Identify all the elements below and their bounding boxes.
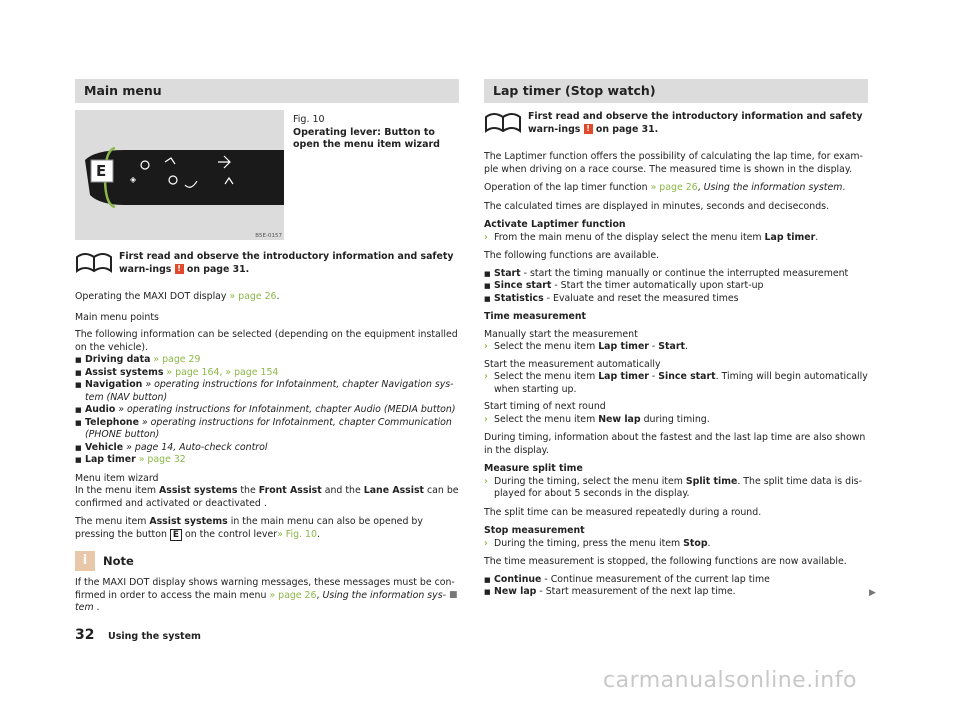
step-stop: › During the timing, press the menu item Stop. xyxy=(484,537,711,549)
paragraph-functions-intro: The following functions are available. xyxy=(484,250,660,261)
left-column xyxy=(75,79,459,615)
link-page-26-note[interactable]: » page 26 xyxy=(269,589,317,601)
paragraph-laptimer-intro: The Laptimer function offers the possibility of calculating the lap time, for exam-ple when driving on a race course. The measured time is shown in the display. xyxy=(484,151,863,175)
heading-time-measurement: Time measurement xyxy=(484,311,586,322)
warning-icon: ! xyxy=(175,264,184,274)
paragraph-wizard: In the menu item Assist systems the Front Assist and the Lane Assist can be confirmed and activated or deactivated . xyxy=(75,485,459,509)
warning-text: First read and observe the introductory information and safety warn-ings xyxy=(119,251,454,275)
book-icon xyxy=(484,111,522,133)
book-icon xyxy=(75,251,113,273)
list-item: ■ Continue - Continue measurement of the current lap time xyxy=(484,574,868,587)
chevron-right-icon: › xyxy=(484,413,488,425)
warning-page-ref: on page 31. xyxy=(183,263,250,275)
warning-icon: ! xyxy=(584,124,593,134)
paragraph-auto-start: Start the measurement automatically xyxy=(484,358,661,370)
figure-button-letter: E xyxy=(96,162,107,180)
list-item: ■ Telephone » operating instructions for Infotainment, chapter Communication (PHONE button) xyxy=(75,417,459,442)
chevron-right-icon: › xyxy=(484,537,488,549)
paragraph-calculated-times: The calculated times are displayed in minutes, seconds and deciseconds. xyxy=(484,200,830,212)
figure-code: B5E-0157 xyxy=(255,233,282,239)
list-item: ■ Vehicle » page 14, Auto-check control xyxy=(75,442,459,455)
operating-lever-illustration xyxy=(75,110,284,240)
heading-main-menu-points: Main menu points xyxy=(75,311,159,323)
paragraph-points-intro: The following information can be selected (depending on the equipment installed on the vehicle). xyxy=(75,329,458,353)
paragraph-open-wizard: The menu item Assist systems in the main menu can also be opened by pressing the button E on the control lever» Fig. 10. xyxy=(75,516,423,540)
list-item: ■ Driving data » page 29 xyxy=(75,354,459,367)
link-fig-10[interactable]: » Fig. 10 xyxy=(277,528,317,540)
paragraph-next-round: Start timing of next round xyxy=(484,401,606,412)
step-activate: › From the main menu of the display select the menu item Lap timer. xyxy=(484,231,819,243)
figure-10 xyxy=(75,110,459,240)
step-auto-start: › Select the menu item Lap timer - Since start. Timing will begin automatically when starting up. xyxy=(484,371,868,395)
watermark: carmanualsonline.info xyxy=(603,668,857,693)
section-header-lap-timer: Lap timer (Stop watch) xyxy=(484,79,868,103)
list-item: ■ Start - start the timing manually or continue the interrupted measurement xyxy=(484,268,868,281)
figure-label: Fig. 10 xyxy=(293,114,325,125)
list-item: ■ New lap - Start measurement of the next lap time. xyxy=(484,586,868,599)
warning-page-ref: on page 31. xyxy=(592,123,659,135)
list-item: ■ Since start - Start the timer automatically upon start-up xyxy=(484,280,868,293)
heading-stop-measurement: Stop measurement xyxy=(484,525,585,536)
figure-caption-text: Operating lever: Button to open the menu item wizard xyxy=(293,126,440,150)
chevron-right-icon: › xyxy=(484,475,488,487)
main-menu-points-list xyxy=(75,354,459,467)
functions-list xyxy=(484,268,868,306)
link-page-26[interactable]: » page 26 xyxy=(650,182,698,193)
page-number: 32 xyxy=(75,627,95,643)
info-icon: i xyxy=(75,551,95,571)
button-e-key: E xyxy=(170,529,182,541)
list-item: ■ Audio » operating instructions for Infotainment, chapter Audio (MEDIA button) xyxy=(75,404,459,417)
figure-caption xyxy=(293,114,463,152)
list-item: ■ Navigation » operating instructions for Infotainment, chapter Navigation sys-tem (NAV button) xyxy=(75,379,459,404)
warning-notice xyxy=(484,111,868,141)
step-manual-start: › Select the menu item Lap timer - Start. xyxy=(484,341,688,352)
step-split-time: › During the timing, select the menu item Split time. The split time data is dis-played for about 5 seconds in the display. xyxy=(484,475,862,499)
list-item: ■ Assist systems » page 164, » page 154 xyxy=(75,367,459,380)
after-stop-functions-list xyxy=(484,574,868,599)
paragraph-during-timing: During timing, information about the fastest and the last lap time are also shown in the display. xyxy=(484,432,866,456)
chevron-right-icon: › xyxy=(484,341,488,352)
paragraph-stopped: The time measurement is stopped, the following functions are now available. xyxy=(484,556,847,567)
heading-activate-laptimer: Activate Laptimer function xyxy=(484,219,626,230)
chevron-right-icon: › xyxy=(484,231,488,243)
chevron-right-icon: › xyxy=(484,371,488,382)
warning-text: First read and observe the introductory information and safety warn-ings xyxy=(528,111,863,135)
paragraph-manual-start: Manually start the measurement xyxy=(484,328,638,340)
link-page-26[interactable]: » page 26 xyxy=(229,291,277,302)
section-header-main-menu: Main menu xyxy=(75,79,459,103)
step-next-round: › Select the menu item New lap during timing. xyxy=(484,413,710,425)
heading-menu-item-wizard: Menu item wizard xyxy=(75,472,159,484)
paragraph-maxi-dot: Operating the MAXI DOT display » page 26. xyxy=(75,291,280,302)
page-section-title: Using the system xyxy=(108,631,201,642)
continue-arrow-icon: ▶ xyxy=(869,588,876,598)
list-item: ■ Statistics - Evaluate and reset the measured times xyxy=(484,293,868,306)
note-text: If the MAXI DOT display shows warning messages, these messages must be con-firmed in order to access the main menu » page 26, Using the information sys-tem . xyxy=(75,577,455,613)
right-column xyxy=(484,79,868,599)
section-end-mark: ■ xyxy=(449,590,458,600)
list-item: ■ Lap timer » page 32 xyxy=(75,454,459,467)
note-header xyxy=(75,551,459,571)
paragraph-operation: Operation of the lap timer function » page 26, Using the information system. xyxy=(484,182,846,193)
warning-notice xyxy=(75,251,459,281)
note-label: Note xyxy=(103,554,134,568)
svg-text:◈: ◈ xyxy=(130,175,137,184)
paragraph-split-repeat: The split time can be measured repeatedly during a round. xyxy=(484,506,762,518)
heading-split-time: Measure split time xyxy=(484,463,583,474)
